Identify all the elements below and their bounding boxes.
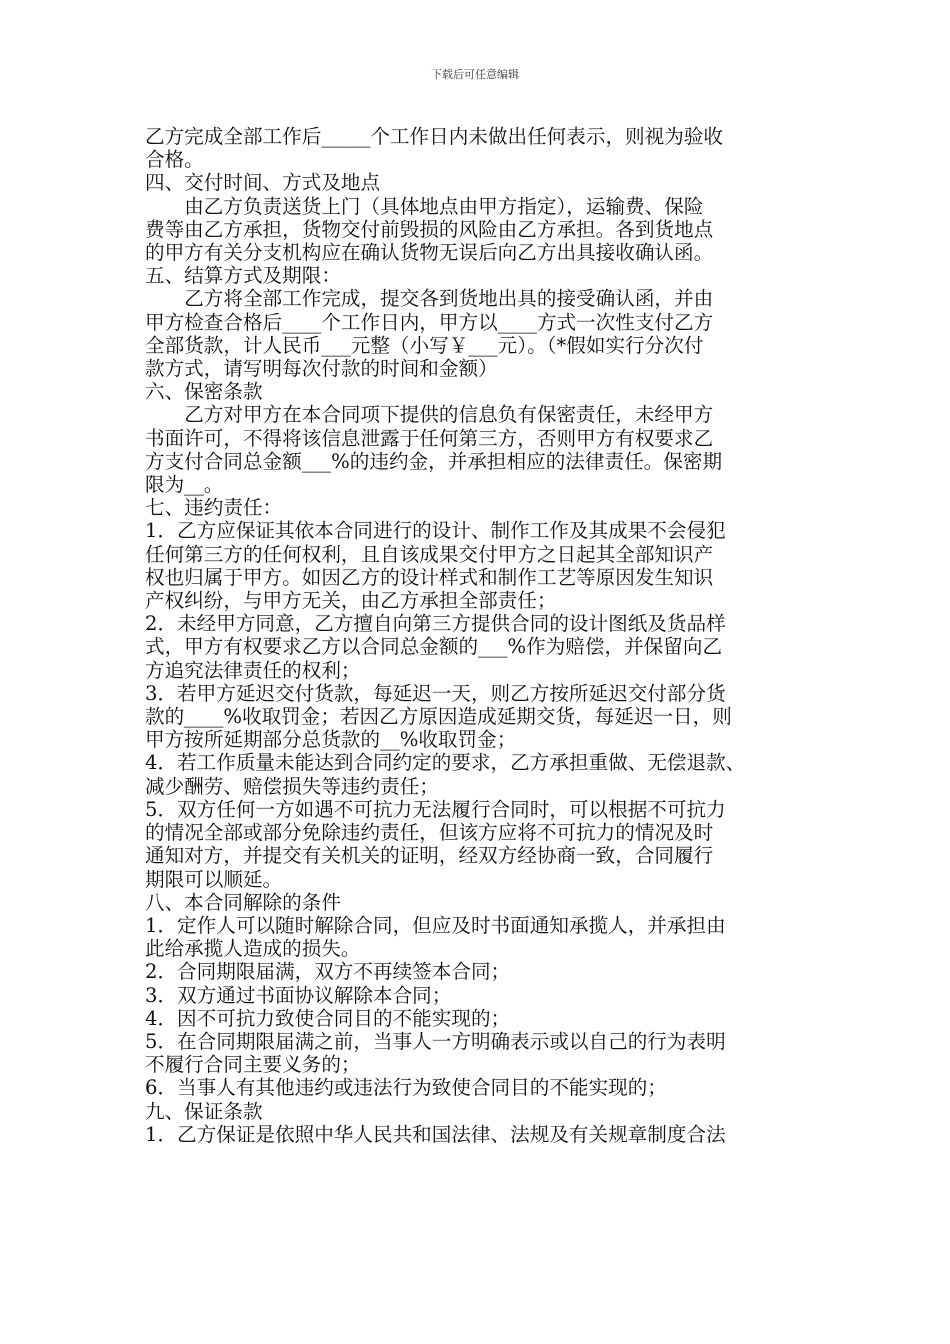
text-line: 全部货款，计人民币___元整（小写￥___元）。（*假如实行分次付 (145, 333, 704, 357)
text-line: 通知对方，并提交有关机关的证明，经双方经协商一致，合同履行 (145, 844, 714, 868)
text-line: 款的____%收取罚金；若因乙方原因造成延期交货，每延迟一日，则 (145, 705, 732, 729)
text-line: 乙方将全部工作完成，提交各到货地出具的接受确认函，并由 (184, 287, 714, 311)
text-line: 5．双方任何一方如遇不可抗力无法履行合同时，可以根据不可抗力 (145, 797, 726, 821)
text-line: 合格。 (145, 148, 204, 172)
text-line: 4．若工作质量未能达到合同约定的要求，乙方承担重做、无偿退款、 (145, 751, 746, 775)
section-heading: 六、保密条款 (145, 380, 263, 404)
text-line: 任何第三方的任何权利，且自该成果交付甲方之日起其全部知识产 (145, 542, 714, 566)
text-line: 减少酬劳、赔偿损失等违约责任； (145, 774, 439, 798)
text-line: 1．乙方应保证其依本合同进行的设计、制作工作及其成果不会侵犯 (145, 519, 726, 543)
section-heading: 八、本合同解除的条件 (145, 890, 341, 914)
text-line: 4．因不可抗力致使合同目的不能实现的； (145, 1006, 511, 1030)
text-line: 2．未经甲方同意，乙方擅自向第三方提供合同的设计图纸及货品样 (145, 612, 726, 636)
text-line: 甲方检查合格后____个工作日内，甲方以____方式一次性支付乙方 (145, 310, 714, 334)
text-line: 3．双方通过书面协议解除本合同； (145, 983, 452, 1007)
text-line: 乙方对甲方在本合同项下提供的信息负有保密责任，未经甲方 (184, 403, 714, 427)
text-line: 款方式，请写明每次付款的时间和金额） (145, 357, 498, 381)
section-heading: 九、保证条款 (145, 1099, 263, 1123)
text-line: 方追究法律责任的权利； (145, 658, 361, 682)
text-line: 的甲方有关分支机构应在确认货物无误后向乙方出具接收确认函。 (145, 241, 714, 265)
text-line: 3．若甲方延迟交付货款，每延迟一天，则乙方按所延迟交付部分货 (145, 681, 726, 705)
section-heading: 五、结算方式及期限： (145, 264, 341, 288)
text-line: 式，甲方有权要求乙方以合同总金额的___%作为赔偿，并保留向乙 (145, 635, 723, 659)
text-line: 的情况全部或部分免除违约责任，但该方应将不可抗力的情况及时 (145, 821, 714, 845)
text-line: 乙方完成全部工作后_____个工作日内未做出任何表示，则视为验收 (145, 125, 724, 148)
text-line: 5．在合同期限届满之前，当事人一方明确表示或以自己的行为表明 (145, 1029, 726, 1053)
text-line: 产权纠纷，与甲方无关，由乙方承担全部责任； (145, 589, 557, 613)
text-line: 6．当事人有其他违约或违法行为致使合同目的不能实现的； (145, 1076, 667, 1100)
text-line: 方支付合同总金额___%的违约金，并承担相应的法律责任。保密期 (145, 449, 723, 473)
text-line: 限为__。 (145, 473, 224, 497)
text-line: 书面许可，不得将该信息泄露于任何第三方，否则甲方有权要求乙 (145, 426, 714, 450)
text-line: 期限可以顺延。 (145, 867, 283, 891)
text-line: 2．合同期限届满，双方不再续签本合同； (145, 960, 511, 984)
text-line: 不履行合同主要义务的； (145, 1053, 361, 1077)
text-line: 1．乙方保证是依照中华人民共和国法律、法规及有关规章制度合法 (145, 1122, 726, 1146)
text-line: 由乙方负责送货上门（具体地点由甲方指定），运输费、保险 (184, 194, 704, 218)
section-heading: 七、违约责任： (145, 496, 283, 520)
text-line: 1．定作人可以随时解除合同，但应及时书面通知承揽人，并承担由 (145, 913, 726, 937)
text-line: 权也归属于甲方。如因乙方的设计样式和制作工艺等原因发生知识 (145, 565, 714, 589)
page-header: 下载后可任意编辑 (431, 68, 519, 81)
text-line: 此给承揽人造成的损失。 (145, 937, 361, 961)
text-line: 费等由乙方承担，货物交付前毁损的风险由乙方承担。各到货地点 (145, 217, 714, 241)
section-heading: 四、交付时间、方式及地点 (145, 171, 381, 195)
document-body (145, 125, 825, 1146)
text-line: 甲方按所延期部分总货款的__%收取罚金； (145, 728, 517, 752)
